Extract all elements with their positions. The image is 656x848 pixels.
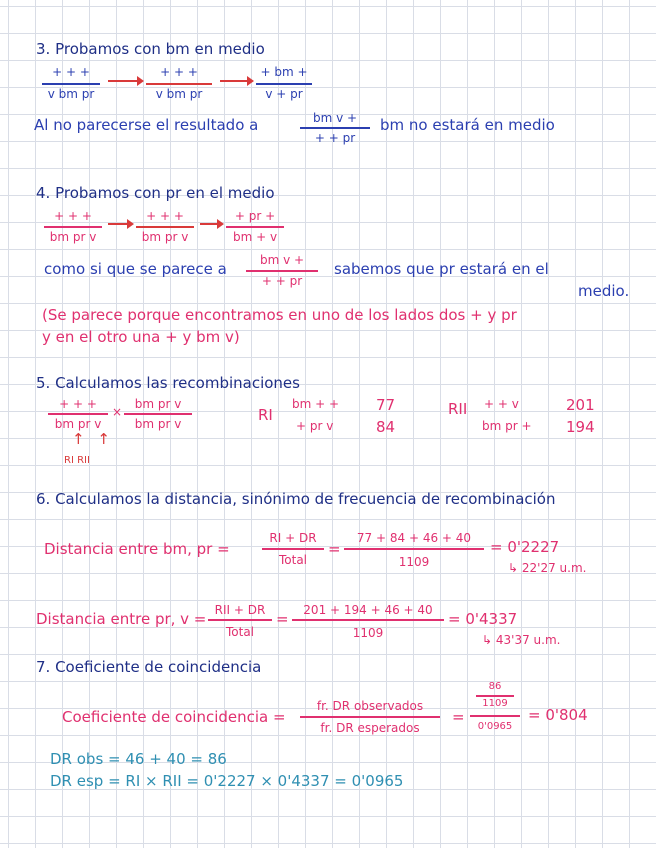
- s5-fraction-2-top: bm pr v: [134, 397, 182, 411]
- s4-fraction-3-bar: [226, 226, 284, 228]
- s3-conclusion-fraction-bar: [300, 127, 370, 129]
- s5-arrow-labels: RI RII: [64, 455, 90, 466]
- s5-r2-count-1: 201: [566, 396, 595, 414]
- s4-conclusion-start: como si que se parece a: [44, 260, 227, 278]
- s6-distance-1-total: 1109: [398, 555, 430, 569]
- s5-r1-count-2: 84: [376, 418, 396, 436]
- s6-distance-1-label: Distancia entre bm, pr =: [44, 540, 230, 558]
- s5-r2-count-2: 194: [566, 418, 595, 436]
- s3-conclusion-end: bm no estará en medio: [380, 116, 555, 134]
- s4-note-line-2: y en el otro una + y bm v): [42, 328, 240, 346]
- s6-distance-1-map-units: ↳ 22'27 u.m.: [508, 561, 587, 575]
- s5-fraction-1-bar: [48, 413, 108, 415]
- s4-fraction-3-top: + pr +: [234, 209, 276, 223]
- s7-formula-bar: [300, 716, 440, 718]
- s6-distance-1-sum: 77 + 84 + 46 + 40: [356, 531, 472, 545]
- s4-fraction-1-top: + + +: [54, 209, 92, 223]
- s7-formula-bottom: fr. DR esperados: [320, 721, 420, 735]
- s5-r1-genotype-2: + pr v: [296, 419, 334, 433]
- s5-r1-genotype-1: bm + +: [292, 397, 340, 411]
- s4-fraction-1-bottom: bm pr v: [49, 230, 97, 244]
- s4-conclusion-fraction-bottom: + + pr: [261, 274, 303, 288]
- s5-r1-label: RI: [258, 406, 273, 424]
- s6-distance-1-result: = 0'2227: [490, 538, 560, 556]
- s3-conclusion-fraction-top: bm v +: [312, 111, 358, 125]
- s7-coefficient-label: Coeficiente de coincidencia =: [62, 708, 286, 726]
- s3-fraction-2-bar: [146, 83, 212, 85]
- s6-distance-1-formula-bar: [262, 548, 324, 550]
- s7-dr-expected: DR esp = RI × RII = 0'2227 × 0'4337 = 0'0965: [50, 772, 404, 790]
- section-6-title: 6. Calculamos la distancia, sinónimo de frecuencia de recombinación: [36, 490, 556, 508]
- s7-outer-bar: [470, 715, 520, 717]
- s3-fraction-1-bottom: v bm pr: [47, 87, 95, 101]
- s7-equals: =: [452, 708, 465, 726]
- s4-fraction-2-bar: [136, 226, 194, 228]
- s4-arrow-2: [200, 223, 222, 225]
- s3-conclusion-fraction-bottom: + + pr: [314, 131, 356, 145]
- s5-times-sign: ×: [112, 405, 123, 419]
- s6-distance-2-result: = 0'4337: [448, 610, 518, 628]
- s3-fraction-3-bar: [256, 83, 312, 85]
- s7-observed-count: 86: [488, 681, 502, 692]
- section-3-title: 3. Probamos con bm en medio: [36, 40, 265, 58]
- s3-arrow-1: [108, 80, 142, 82]
- s6-distance-2-sum-bar: [292, 619, 444, 621]
- s4-fraction-2-top: + + +: [146, 209, 184, 223]
- s6-distance-2-formula-top: RII + DR: [214, 603, 266, 617]
- s3-arrow-2: [220, 80, 252, 82]
- s6-distance-1-equals: =: [328, 540, 341, 558]
- s6-distance-2-map-units: ↳ 43'37 u.m.: [482, 633, 561, 647]
- s3-fraction-2-top: + + +: [160, 65, 198, 79]
- s6-distance-2-formula-bottom: Total: [225, 625, 255, 639]
- s6-distance-2-sum: 201 + 194 + 46 + 40: [303, 603, 433, 617]
- s5-r2-label: RII: [448, 400, 468, 418]
- s3-fraction-3-top: + bm +: [260, 65, 308, 79]
- s4-conclusion-continued: medio.: [578, 282, 630, 300]
- s4-conclusion-fraction-top: bm v +: [259, 253, 305, 267]
- s5-fraction-1-bottom: bm pr v: [54, 417, 102, 431]
- s7-formula-top: fr. DR observados: [316, 699, 424, 713]
- s3-fraction-1-top: + + +: [52, 65, 90, 79]
- s5-fraction-2-bar: [124, 413, 192, 415]
- s4-fraction-3-bottom: bm + v: [232, 230, 278, 244]
- s6-distance-2-label: Distancia entre pr, v =: [36, 610, 207, 628]
- s4-fraction-2-bottom: bm pr v: [141, 230, 189, 244]
- s5-r1-count-1: 77: [376, 396, 396, 414]
- s7-observed-total: 1109: [482, 698, 508, 709]
- s4-conclusion-fraction-bar: [246, 270, 318, 272]
- s5-fraction-2-bottom: bm pr v: [134, 417, 182, 431]
- s4-conclusion-end: sabemos que pr estará en el: [334, 260, 549, 278]
- s6-distance-2-equals: =: [276, 610, 289, 628]
- s5-r2-genotype-1: + + v: [484, 397, 519, 411]
- section-4-title: 4. Probamos con pr en el medio: [36, 184, 275, 202]
- s7-dr-observed: DR obs = 46 + 40 = 86: [50, 750, 227, 768]
- s3-conclusion-start: Al no parecerse el resultado a: [34, 116, 259, 134]
- s5-fraction-1-top: + + +: [59, 397, 97, 411]
- section-5-title: 5. Calculamos las recombinaciones: [36, 374, 300, 392]
- s4-arrow-1: [108, 223, 132, 225]
- s6-distance-1-formula-top: RI + DR: [269, 531, 317, 545]
- s4-fraction-1-bar: [44, 226, 102, 228]
- section-7-title: 7. Coeficiente de coincidencia: [36, 658, 262, 676]
- s5-up-arrows: ↑ ↑: [72, 430, 114, 448]
- s6-distance-2-formula-bar: [208, 619, 272, 621]
- s7-expected-value: 0'0965: [477, 721, 513, 732]
- s7-inner-bar: [476, 695, 514, 697]
- s5-r2-genotype-2: bm pr +: [482, 419, 532, 433]
- s3-fraction-2-bottom: v bm pr: [155, 87, 203, 101]
- s3-fraction-1-bar: [42, 83, 100, 85]
- s4-note-line-1: (Se parece porque encontramos en uno de los lados dos + y pr: [42, 306, 517, 324]
- s6-distance-1-formula-bottom: Total: [278, 553, 308, 567]
- s6-distance-1-sum-bar: [344, 548, 484, 550]
- s6-distance-2-total: 1109: [352, 626, 384, 640]
- s3-fraction-3-bottom: v + pr: [265, 87, 303, 101]
- s7-result: = 0'804: [528, 706, 588, 724]
